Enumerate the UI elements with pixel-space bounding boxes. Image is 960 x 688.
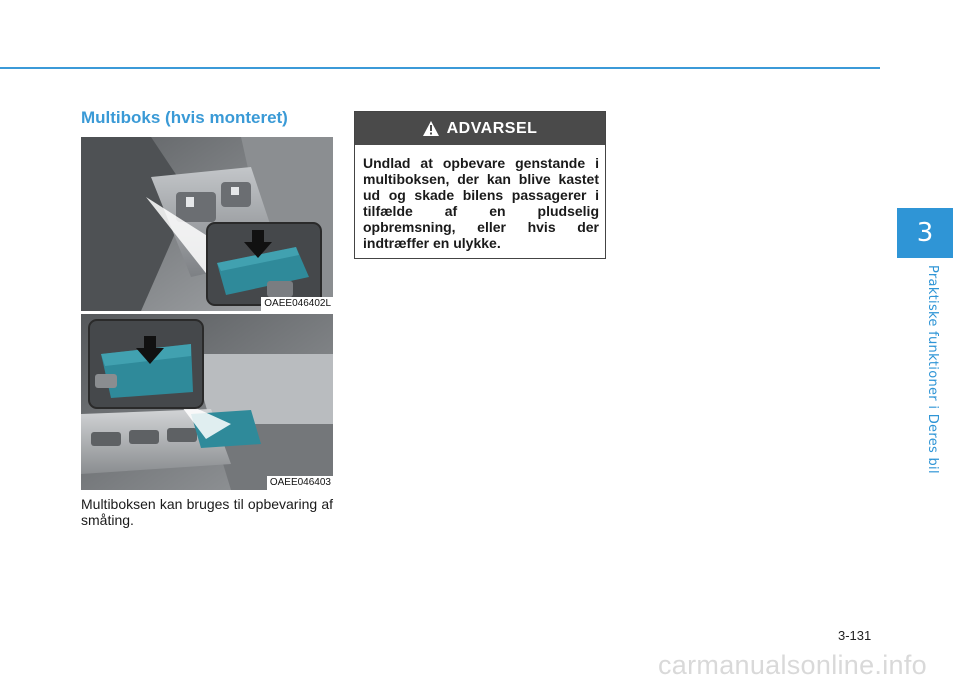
warning-header: [355, 112, 605, 145]
figure-code: OAEE046402L: [261, 297, 333, 311]
warning-text: Undlad at opbevare genstande i multiboksen, der kan blive kastet ud og skade bilens passagerer i tilfælde af en pludselig opbremsning, eller hvis der indtræffer en ulykke.: [363, 155, 599, 251]
chapter-title: Praktiske funktioner i Deres bil: [925, 265, 940, 474]
figure-code: OAEE046403: [267, 476, 333, 490]
figure-multibox-front-image: [81, 137, 333, 311]
figure-multibox-front: [81, 137, 333, 311]
figure-multibox-rear: [81, 314, 333, 490]
warning-triangle-icon: [423, 121, 439, 136]
footer-watermark[interactable]: carmanualsonline.info: [658, 650, 927, 680]
body-text: Multiboksen kan bruges til opbevaring af småting.: [81, 496, 333, 528]
chapter-tab[interactable]: 3: [897, 208, 953, 258]
section-title: Multiboks (hvis monteret): [81, 108, 288, 127]
warning-box: [354, 111, 606, 259]
page-number: 3-131: [838, 628, 872, 643]
warning-label: ADVARSEL: [446, 119, 538, 137]
header-rule: [0, 67, 880, 69]
figure-multibox-rear-image: [81, 314, 333, 490]
